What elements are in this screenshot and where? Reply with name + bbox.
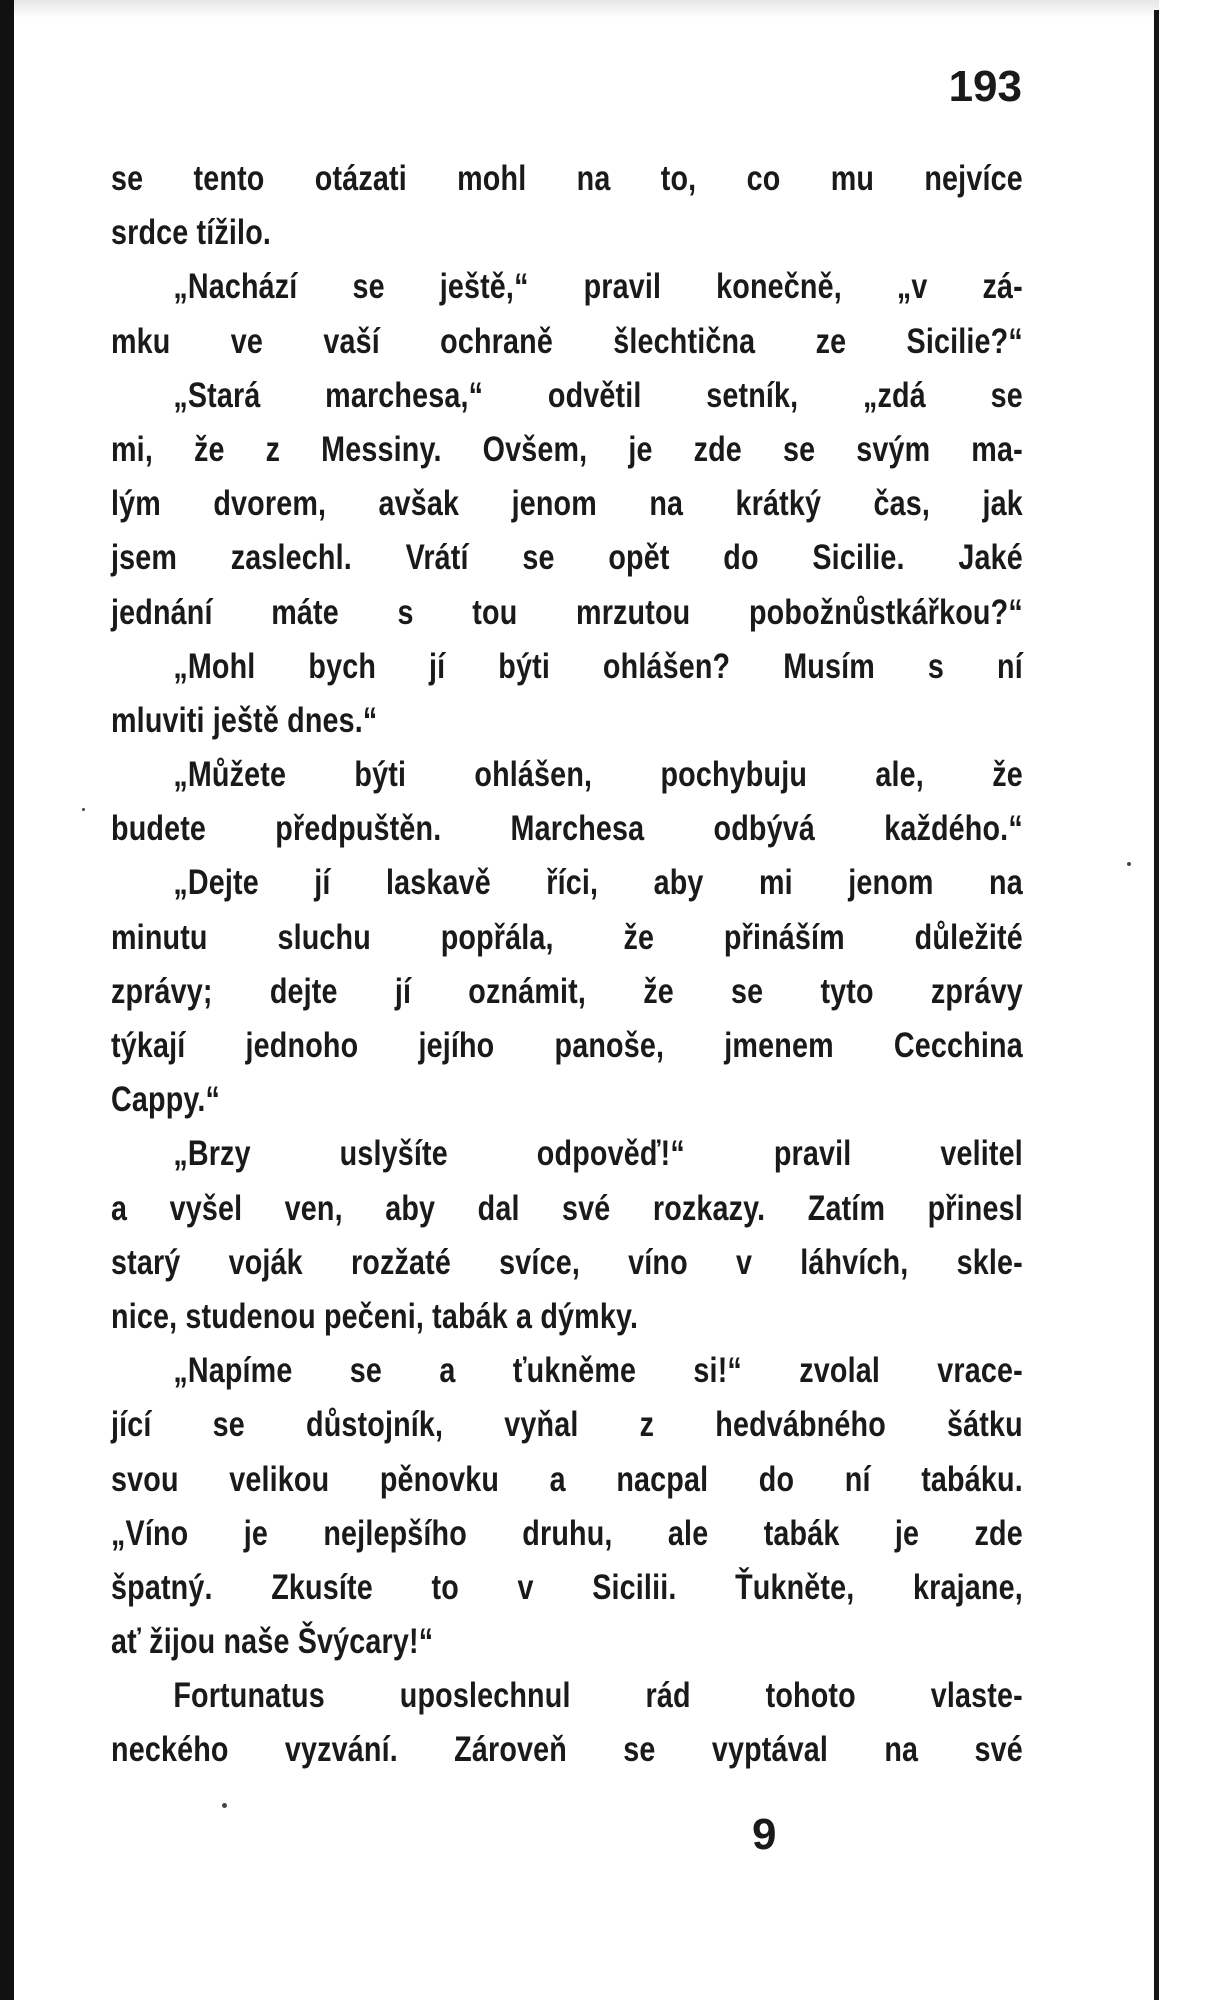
text-line: „Dejte jí laskavě říci, aby mi jenom na bbox=[173, 863, 1023, 903]
page-top-shadow bbox=[14, 0, 1184, 18]
text-line: neckého vyzvání. Zároveň se vyptával na své bbox=[111, 1730, 1023, 1770]
paper-speck bbox=[222, 1803, 227, 1808]
text-line: starý voják rozžaté svíce, víno v láhvích, skle- bbox=[111, 1242, 1023, 1282]
page-number: 193 bbox=[948, 62, 1022, 111]
text-line: mluviti ještě dnes.“ bbox=[111, 700, 378, 740]
text-line: svou velikou pěnovku a nacpal do ní tabáku. bbox=[111, 1459, 1023, 1499]
text-line: „Můžete býti ohlášen, pochybuju ale, že bbox=[173, 755, 1023, 795]
paper-speck bbox=[82, 808, 85, 811]
text-line: týkají jednoho jejího panoše, jmenem Cecchina bbox=[111, 1026, 1023, 1065]
text-line: Cappy.“ bbox=[111, 1080, 221, 1120]
body-text bbox=[111, 152, 1023, 1778]
text-line: „Nachází se ještě,“ pravil konečně, „v zá- bbox=[173, 267, 1023, 307]
text-line: „Brzy uslyšíte odpověď!“ pravil velitel bbox=[173, 1134, 1023, 1174]
text-line: špatný. Zkusíte to v Sicilii. Ťukněte, krajane, bbox=[111, 1567, 1023, 1607]
text-line: nice, studenou pečeni, tabák a dýmky. bbox=[111, 1296, 639, 1336]
text-line: a vyšel ven, aby dal své rozkazy. Zatím přinesl bbox=[111, 1188, 1023, 1228]
page-left-edge bbox=[0, 0, 14, 2000]
text-line: „Napíme se a ťukněme si!“ zvolal vrace- bbox=[173, 1351, 1023, 1391]
text-line: se tento otázati mohl na to, co mu nejvíce bbox=[111, 159, 1023, 198]
text-line: mi, že z Messiny. Ovšem, je zde se svým ma- bbox=[111, 429, 1023, 469]
text-line: ať žijou naše Švýcary!“ bbox=[111, 1622, 434, 1662]
text-line: mku ve vaší ochraně šlechtična ze Sicilie?“ bbox=[111, 321, 1023, 361]
text-line: „Víno je nejlepšího druhu, ale tabák je zde bbox=[111, 1513, 1023, 1553]
text-line: jící se důstojník, vyňal z hedvábného šátku bbox=[111, 1405, 1023, 1445]
text-line: lým dvorem, avšak jenom na krátký čas, jak bbox=[111, 484, 1023, 524]
text-line: zprávy; dejte jí oznámit, že se tyto zprávy bbox=[111, 971, 1023, 1011]
text-line: jednání máte s tou mrzutou pobožnůstkářkou?“ bbox=[111, 592, 1023, 632]
text-line: srdce tížilo. bbox=[111, 213, 272, 253]
signature-mark: 9 bbox=[752, 1810, 777, 1859]
text-line: Fortunatus uposlechnul rád tohoto vlaste- bbox=[173, 1676, 1023, 1716]
text-line: minutu sluchu popřála, že přináším důležité bbox=[111, 917, 1023, 957]
page-right-margin bbox=[1159, 0, 1216, 2000]
text-line: „Mohl bych jí býti ohlášen? Musím s ní bbox=[173, 646, 1023, 686]
text-line: budete předpuštěn. Marchesa odbývá každého.“ bbox=[111, 809, 1023, 849]
text-line: jsem zaslechl. Vrátí se opět do Sicilie. Jaké bbox=[111, 538, 1023, 578]
paper-speck bbox=[1127, 862, 1131, 866]
text-line: „Stará marchesa,“ odvětil setník, „zdá se bbox=[173, 375, 1023, 415]
